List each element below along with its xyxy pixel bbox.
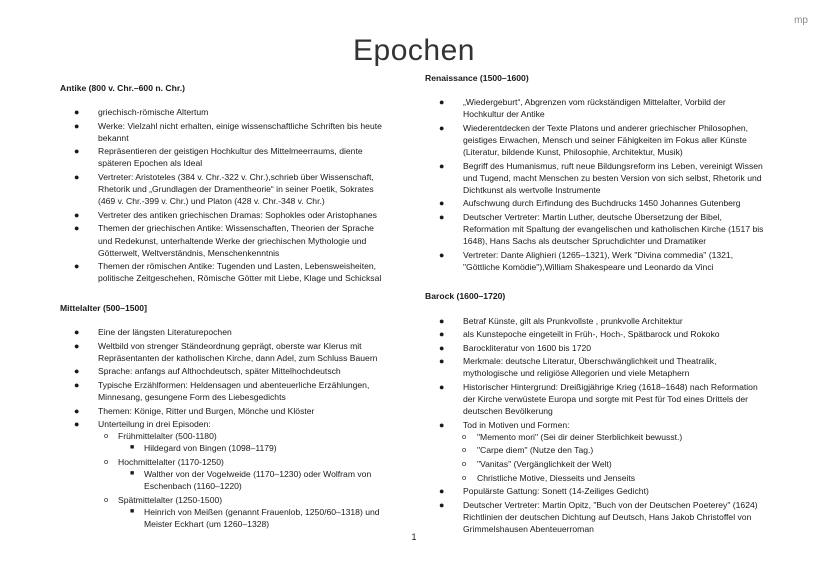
episode-detail-list (118, 506, 390, 530)
bullet-icon: ● (439, 122, 445, 133)
bullet-icon: ● (439, 211, 445, 222)
author-initials: mp (794, 15, 808, 26)
bullet-icon: ● (439, 342, 445, 353)
list-item: ● Themen der griechischen Antike: Wissenschaften, Theorien der Sprache und Redekunst, unterhaltende Werke der griechischen Mythologie und Götterwelt, Weltverständnis, Menschenkenntnis (74, 223, 374, 258)
episode-item: o Hochmittelalter (1170-1250) ■ Walther von der Vogelweide (1170–1230) oder Wolfram von Eschenbach (1160–1220) (60, 456, 390, 492)
bullet-icon: ● (439, 486, 445, 497)
list-item: ● als Kunstepoche eingeteilt in Früh-, Hoch-, Spätbarock und Rokoko (439, 329, 720, 340)
list-item: ● Barockliteratur von 1600 bis 1720 (439, 342, 592, 353)
bullet-icon: ● (74, 366, 80, 377)
circle-bullet-icon: o (462, 472, 467, 482)
bullet-icon: ● (439, 97, 445, 108)
episode-detail-list (118, 468, 390, 492)
square-bullet-icon: ■ (130, 444, 135, 452)
bullet-icon: ● (74, 261, 80, 272)
section-heading-barock: Barock (1600–1720) (425, 291, 506, 302)
bullet-icon: ● (74, 120, 80, 131)
bullet-icon: ● (439, 499, 445, 510)
list-item: ● Vertreter des antiken griechischen Dramas: Sophokles oder Aristophanes (74, 209, 377, 220)
bullet-icon: ● (74, 172, 80, 183)
bullet-icon: ● (439, 381, 445, 392)
motif-item: o Christliche Motive, Diesseits und Jenseits (462, 472, 636, 483)
circle-bullet-icon: o (462, 445, 467, 455)
motif-item: o "Memento mori" (Sei dir deiner Sterblichkeit bewusst.) (462, 431, 683, 442)
list-item: ● Betraf Künste, gilt als Prunkvollste , prunkvolle Architektur (439, 315, 683, 326)
right-column (425, 72, 765, 537)
list-item: ● Themen: Könige, Ritter und Burgen, Mönche und Klöster (74, 405, 315, 416)
bullet-icon: ● (74, 107, 80, 118)
bullet-icon: ● (74, 146, 80, 157)
bullet-icon: ● (439, 160, 445, 171)
left-column (60, 82, 390, 532)
list-item: ● Populärste Gattung: Sonett (14-Zeiliges Gedicht) (439, 486, 649, 497)
square-bullet-icon: ■ (130, 507, 135, 515)
bullet-icon: ● (74, 340, 80, 351)
list-item: ● Werke: Vielzahl nicht erhalten, einige wissenschaftliche Schriften bis heute bekannt (74, 120, 382, 143)
list-item: ● Deutscher Vertreter: Martin Luther, deutsche Übersetzung der Bibel, Reformation mit Spaltung der evangelischen und katholischen Kirche (1517 bis 1648), Hans Sachs als deutscher Spruchdichter und Dramatiker (439, 211, 764, 247)
list-item: ● Typische Erzählformen: Heldensagen und abenteuerliche Erzählungen, Minnesang, gesungene Form des Liebesgedichts (74, 379, 370, 402)
list-item: ● griechisch-römische Altertum (74, 107, 209, 118)
circle-bullet-icon: o (104, 494, 109, 504)
list-item: ● Wiederentdecken der Texte Platons und anderer griechischer Philosophen, geistiges Erwachen, Mensch und seiner Fähigkeiten im Fokus aller Künste (Literatur, bildende Kunst, Philosophie, Architektur, Musik) (439, 122, 749, 157)
circle-bullet-icon: o (104, 456, 109, 466)
circle-bullet-icon: o (462, 431, 467, 441)
list-item: ● Aufschwung durch Erfindung des Buchdrucks 1450 Johannes Gutenberg (439, 198, 741, 209)
list-item: ● Tod in Motiven und Formen: o "Memento mori" (Sei dir deiner Sterblichkeit bewusst.) o "Carpe diem" (Nutze den Tag.) o "Vanitas" (Vergänglichkeit der Welt) o Christliche Motive, Diesseits und Jenseits (425, 419, 765, 484)
motif-item: o "Carpe diem" (Nutze den Tag.) (462, 445, 594, 456)
bullet-icon: ● (74, 327, 80, 337)
motif-item: o "Vanitas" (Vergänglichkeit der Welt) (462, 459, 612, 470)
bullet-icon: ● (439, 356, 445, 367)
episode-detail: ■ Walther von der Vogelweide (1170–1230) oder Wolfram von Eschenbach (1160–1220) (130, 469, 372, 492)
episode-item: o Frühmittelalter (500-1180) ■ Hildegard von Bingen (1098–1179) (60, 430, 390, 454)
page-number: 1 (411, 532, 417, 542)
mittelalter-list (60, 326, 390, 530)
bullet-icon: ● (74, 379, 80, 390)
episode-detail: ■ Hildegard von Bingen (1098–1179) (130, 443, 277, 454)
bullet-icon: ● (74, 405, 80, 416)
barock-list (425, 315, 765, 536)
bullet-icon: ● (439, 249, 445, 260)
list-item: ● Eine der längsten Literaturepochen (74, 327, 232, 337)
circle-bullet-icon: o (462, 459, 467, 469)
motif-list (463, 431, 765, 484)
bullet-icon: ● (439, 315, 445, 326)
bullet-icon: ● (439, 329, 445, 340)
list-item: ● Begriff des Humanismus, ruft neue Bildungsreform ins Leben, vereinigt Wissen und Tugend, macht Menschen zu besten Version von sich selbst, Rhetorik und Dichtkunst als wertvolle Instrumente (439, 160, 763, 195)
antike-list (60, 106, 390, 284)
section-heading-antike: Antike (800 v. Chr.–600 n. Chr.) (60, 83, 185, 93)
bullet-icon: ● (439, 419, 445, 430)
page-title: Epochen (353, 34, 475, 67)
list-item: ● Historischer Hintergrund: Dreißigjährige Krieg (1618–1648) nach Reformation der Kirche verwüstete Europa und sorgte mit Pest für Tod eines Drittels der deutschen Bevölkerung (439, 381, 758, 417)
section-heading-renaissance: Renaissance (1500–1600) (425, 73, 529, 83)
circle-bullet-icon: o (104, 431, 109, 441)
list-item: ● Vertreter: Aristoteles (384 v. Chr.-322 v. Chr.),schrieb über Wissenschaft, Rhetorik und „Grundlagen der Dramentheorie“ in seiner Poetik, Sokrates (469 v. Chr.-399 v. Chr.) und Platon (428 v. Chr.-348 v. Chr.) (74, 172, 374, 207)
episode-list (98, 430, 390, 530)
list-item: ● Themen der römischen Antike: Tugenden und Lasten, Lebensweisheiten, politische Zeitgeschehen, Römische Götter mit Liebe, Klage und Schicksal (74, 261, 382, 284)
bullet-icon: ● (439, 198, 445, 209)
section-heading-mittelalter: Mittelalter (500–1500] (60, 302, 147, 313)
list-item: ● Merkmale: deutsche Literatur, Überschwänglichkeit und Theatralik, mythologische und religiöse Allegorien und viele Metaphern (439, 356, 717, 379)
episode-item: o Spätmittelalter (1250-1500) ■ Heinrich von Meißen (genannt Frauenlob, 1250/60–1318) und Meister Eckhart (um 1260–1328) (60, 494, 390, 530)
list-item: ● Weltbild von strenger Ständeordnung geprägt, oberste war Klerus mit Repräsentanten der katholischen Kirche, dann Adel, zum Schluss Bauern (74, 340, 378, 363)
square-bullet-icon: ■ (130, 470, 135, 478)
bullet-icon: ● (74, 419, 80, 430)
episode-detail: ■ Heinrich von Meißen (genannt Frauenlob, 1250/60–1318) und Meister Eckhart (um 1260–1328) (130, 506, 380, 529)
bullet-icon: ● (74, 209, 80, 220)
list-item: ● „Wiedergeburt“, Abgrenzen vom rückständigen Mittelalter, Vorbild der Hochkultur der Antike (439, 97, 726, 120)
list-item: ● Repräsentieren der geistigen Hochkultur des Mittelmeerraums, diente späteren Epochen als Ideal (74, 146, 363, 169)
episode-detail-list (118, 442, 390, 454)
list-item: ● Vertreter: Dante Alighieri (1265–1321), Werk "Divina commedia" (1321, "Göttliche Komödie"),William Shakespeare und Leonardo da Vinci (439, 249, 734, 272)
list-item: ● Deutscher Vertreter: Martin Opitz, "Buch von der Deutschen Poeterey" (1624) Richtlinien der deutschen Dichtung auf Deutsch, Hans Jakob Christoffel von Grimmelshausen Abenteuerroman (439, 499, 758, 534)
renaissance-list (425, 96, 765, 273)
list-item: ● Unterteilung in drei Episoden: o Frühmittelalter (500-1180) ■ Hildegard von Bingen (1098–1179) o Hochmittelalter (1170-1250) ■ Walther von der Vogelweide (1170–1230) oder Wolfram von Eschenbach (1160–1220) o Spätmittelalter (1250-1500) ■ Heinrich von Meißen (genannt Frauenlob, 1250/60–1318) und Meister Eckhart (um 1260–1328) (60, 418, 390, 530)
list-item: ● Sprache: anfangs auf Althochdeutsch, später Mittelhochdeutsch (74, 366, 341, 377)
bullet-icon: ● (74, 223, 80, 234)
